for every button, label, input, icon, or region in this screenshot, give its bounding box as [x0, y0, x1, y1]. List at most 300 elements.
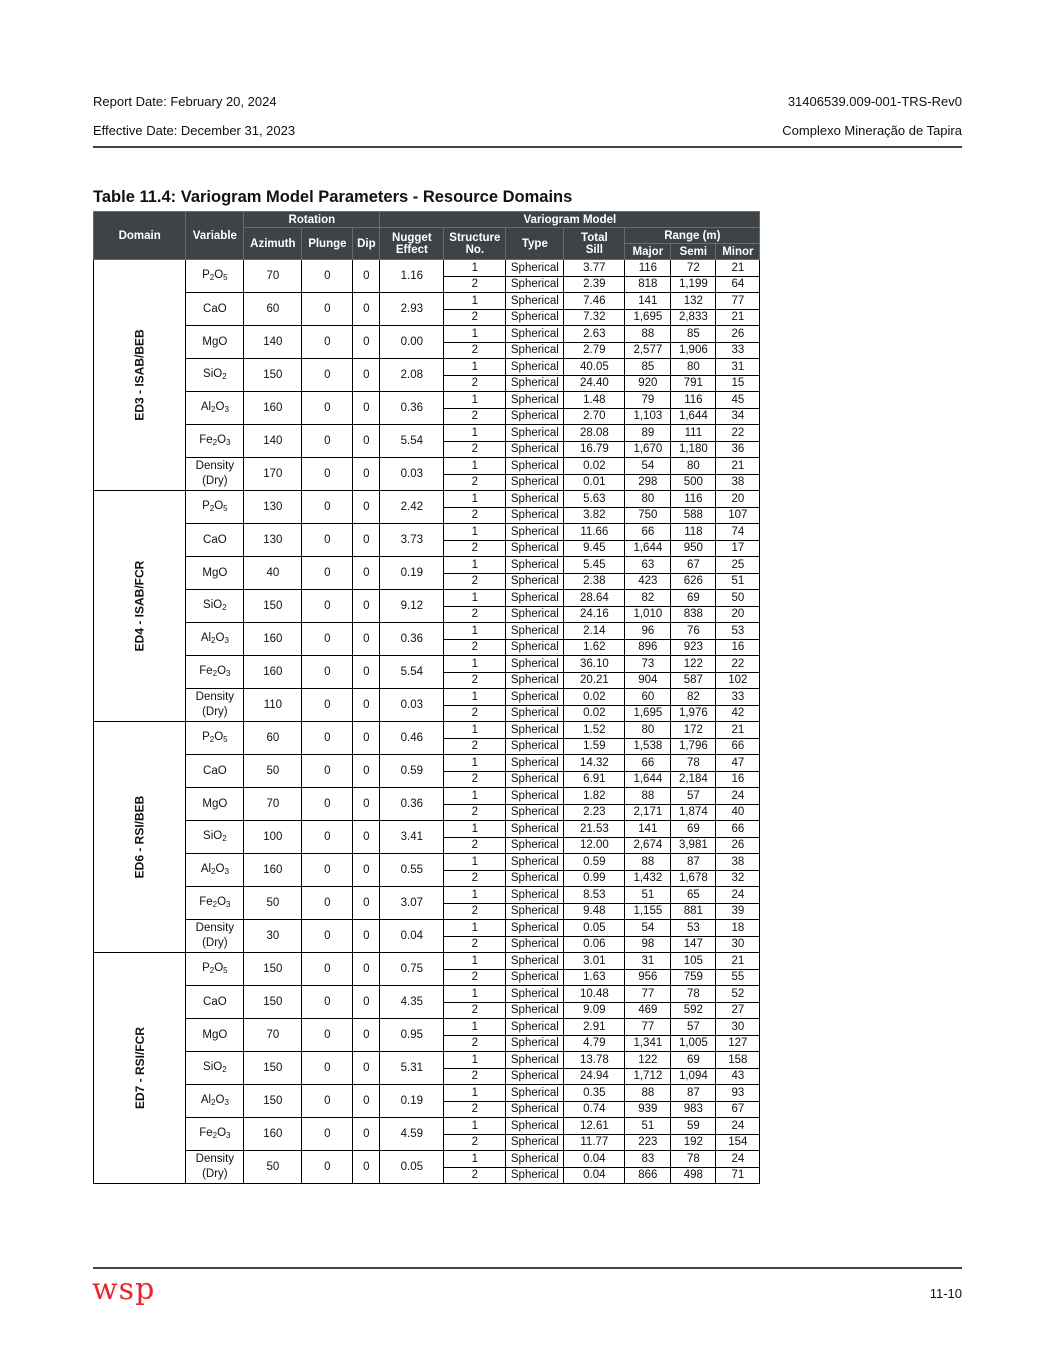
sill-cell: 6.91: [564, 771, 625, 788]
structure-cell: 2: [444, 375, 506, 392]
project-name: Complexo Mineração de Tapira: [782, 123, 962, 138]
major-cell: 116: [625, 260, 671, 277]
type-cell: Spherical: [506, 375, 564, 392]
sill-cell: 1.62: [564, 639, 625, 656]
type-cell: Spherical: [506, 408, 564, 425]
col-semi: Semi: [671, 244, 716, 260]
azimuth-cell: 150: [244, 986, 302, 1019]
nugget-cell: 4.35: [380, 986, 444, 1019]
azimuth-cell: 30: [244, 920, 302, 953]
nugget-cell: 1.16: [380, 260, 444, 293]
sill-cell: 2.91: [564, 1019, 625, 1036]
azimuth-cell: 50: [244, 1151, 302, 1184]
semi-cell: 950: [671, 540, 716, 557]
type-cell: Spherical: [506, 606, 564, 623]
structure-cell: 2: [444, 573, 506, 590]
nugget-cell: 3.07: [380, 887, 444, 920]
minor-cell: 20: [716, 491, 760, 508]
dip-cell: 0: [353, 920, 380, 953]
major-cell: 54: [625, 920, 671, 937]
structure-cell: 1: [444, 986, 506, 1003]
variable-line: (Dry): [202, 475, 228, 487]
sill-cell: 1.48: [564, 392, 625, 409]
table-row: [94, 557, 760, 574]
variable-text: O: [215, 400, 225, 413]
group-range: Range (m): [625, 228, 760, 244]
nugget-cell: 4.59: [380, 1118, 444, 1151]
major-cell: 54: [625, 458, 671, 475]
major-cell: 79: [625, 392, 671, 409]
sill-cell: 8.53: [564, 887, 625, 904]
table-row: [94, 392, 760, 409]
table-row: [94, 491, 760, 508]
header-divider: [93, 146, 962, 148]
type-cell: Spherical: [506, 392, 564, 409]
dip-cell: 0: [353, 1019, 380, 1052]
structure-cell: 1: [444, 788, 506, 805]
dip-cell: 0: [353, 623, 380, 656]
minor-cell: 33: [716, 689, 760, 706]
variable-text: O: [217, 664, 227, 677]
minor-cell: 45: [716, 392, 760, 409]
variable-subscript: 2: [211, 866, 216, 876]
variable-subscript: 2: [212, 437, 218, 447]
variable-cell: [186, 788, 244, 821]
variable-cell: [186, 656, 244, 689]
variable-subscript: 2: [211, 404, 216, 414]
minor-cell: 42: [716, 705, 760, 722]
minor-cell: 33: [716, 342, 760, 359]
variable-subscript: 2: [209, 272, 215, 282]
plunge-cell: 0: [302, 1118, 353, 1151]
semi-cell: 78: [671, 1151, 716, 1168]
plunge-cell: 0: [302, 425, 353, 458]
structure-cell: 2: [444, 276, 506, 293]
sill-cell: 0.02: [564, 458, 625, 475]
col-azimuth: Azimuth: [244, 228, 302, 260]
major-cell: 1,341: [625, 1035, 671, 1052]
type-cell: Spherical: [506, 936, 564, 953]
nugget-cell: 0.36: [380, 392, 444, 425]
type-cell: Spherical: [506, 969, 564, 986]
nugget-cell: 3.73: [380, 524, 444, 557]
azimuth-cell: 50: [244, 887, 302, 920]
semi-cell: 592: [671, 1002, 716, 1019]
plunge-cell: 0: [302, 821, 353, 854]
semi-cell: 838: [671, 606, 716, 623]
minor-cell: 50: [716, 590, 760, 607]
structure-cell: 1: [444, 722, 506, 739]
minor-cell: 39: [716, 903, 760, 920]
structure-cell: 1: [444, 689, 506, 706]
structure-cell: 1: [444, 557, 506, 574]
sill-cell: 16.79: [564, 441, 625, 458]
variable-text: CaO: [203, 996, 227, 1008]
table-row: [94, 986, 760, 1003]
semi-cell: 923: [671, 639, 716, 656]
table-body: [94, 260, 760, 1184]
variable-cell: [186, 491, 244, 524]
col-type: Type: [506, 228, 564, 260]
variable-text: SiO: [203, 367, 223, 380]
table-row: [94, 755, 760, 772]
variable-line: Density: [195, 1152, 235, 1165]
variable-line: (Dry): [202, 937, 228, 949]
dip-cell: 0: [353, 425, 380, 458]
plunge-cell: 0: [302, 887, 353, 920]
variable-text: O: [215, 862, 225, 875]
table-row: [94, 359, 760, 376]
type-cell: Spherical: [506, 1151, 564, 1168]
nugget-cell: 2.93: [380, 293, 444, 326]
major-cell: 1,644: [625, 771, 671, 788]
variable-text: Fe: [199, 1126, 213, 1139]
minor-cell: 43: [716, 1068, 760, 1085]
azimuth-cell: 70: [244, 260, 302, 293]
sill-cell: 0.06: [564, 936, 625, 953]
variable-text: P: [202, 961, 210, 974]
sill-cell: 3.82: [564, 507, 625, 524]
structure-cell: 2: [444, 771, 506, 788]
azimuth-cell: 70: [244, 1019, 302, 1052]
sill-cell: 0.59: [564, 854, 625, 871]
type-cell: Spherical: [506, 507, 564, 524]
major-cell: 51: [625, 887, 671, 904]
semi-cell: 2,833: [671, 309, 716, 326]
type-cell: Spherical: [506, 458, 564, 475]
variable-subscript: 3: [226, 668, 231, 678]
table-row: [94, 590, 760, 607]
variable-text: Fe: [199, 433, 213, 446]
semi-cell: 122: [671, 656, 716, 673]
azimuth-cell: 160: [244, 392, 302, 425]
minor-cell: 36: [716, 441, 760, 458]
sill-cell: 0.01: [564, 474, 625, 491]
variable-subscript: 2: [212, 668, 218, 678]
dip-cell: 0: [353, 689, 380, 722]
semi-cell: 65: [671, 887, 716, 904]
sill-cell: 5.45: [564, 557, 625, 574]
variable-subscript: 2: [222, 371, 227, 381]
major-cell: 1,432: [625, 870, 671, 887]
variable-subscript: 3: [226, 437, 231, 447]
footer-divider: [93, 1267, 962, 1269]
table-row: [94, 1019, 760, 1036]
report-date: Report Date: February 20, 2024: [93, 94, 277, 109]
major-cell: 223: [625, 1134, 671, 1151]
structure-cell: 1: [444, 590, 506, 607]
plunge-cell: 0: [302, 689, 353, 722]
major-cell: 85: [625, 359, 671, 376]
plunge-cell: 0: [302, 359, 353, 392]
sill-cell: 3.01: [564, 953, 625, 970]
type-cell: Spherical: [506, 623, 564, 640]
structure-cell: 2: [444, 969, 506, 986]
minor-cell: 24: [716, 887, 760, 904]
semi-cell: 80: [671, 359, 716, 376]
major-cell: 89: [625, 425, 671, 442]
variable-text: Al: [200, 400, 212, 413]
sill-cell: 1.52: [564, 722, 625, 739]
col-structure: Structure No.: [444, 228, 506, 260]
variable-text: P: [202, 268, 210, 281]
semi-cell: 1,906: [671, 342, 716, 359]
sill-cell: 2.79: [564, 342, 625, 359]
minor-cell: 38: [716, 474, 760, 491]
sill-cell: 10.48: [564, 986, 625, 1003]
variable-subscript: 5: [223, 503, 228, 513]
variable-subscript: 3: [226, 1130, 231, 1140]
dip-cell: 0: [353, 722, 380, 755]
major-cell: 73: [625, 656, 671, 673]
nugget-cell: 0.19: [380, 557, 444, 590]
minor-cell: 24: [716, 1118, 760, 1135]
plunge-cell: 0: [302, 722, 353, 755]
structure-cell: 1: [444, 953, 506, 970]
variable-text: SiO: [203, 598, 223, 611]
type-cell: Spherical: [506, 771, 564, 788]
minor-cell: 24: [716, 788, 760, 805]
structure-cell: 2: [444, 1134, 506, 1151]
structure-cell: 1: [444, 821, 506, 838]
table-row: [94, 689, 760, 706]
variable-text: O: [217, 1126, 227, 1139]
minor-cell: 93: [716, 1085, 760, 1102]
variable-subscript: 2: [211, 1097, 216, 1107]
semi-cell: 881: [671, 903, 716, 920]
plunge-cell: 0: [302, 524, 353, 557]
variable-subscript: 2: [222, 833, 227, 843]
azimuth-cell: 160: [244, 1118, 302, 1151]
semi-cell: 1,199: [671, 276, 716, 293]
minor-cell: 71: [716, 1167, 760, 1184]
structure-cell: 1: [444, 920, 506, 937]
structure-cell: 1: [444, 293, 506, 310]
structure-cell: 2: [444, 936, 506, 953]
minor-cell: 21: [716, 953, 760, 970]
major-cell: 98: [625, 936, 671, 953]
minor-cell: 21: [716, 722, 760, 739]
semi-cell: 147: [671, 936, 716, 953]
variable-cell: [186, 1085, 244, 1118]
major-cell: 818: [625, 276, 671, 293]
col-minor: Minor: [716, 244, 760, 260]
type-cell: Spherical: [506, 804, 564, 821]
minor-cell: 22: [716, 656, 760, 673]
type-cell: Spherical: [506, 540, 564, 557]
structure-cell: 2: [444, 474, 506, 491]
structure-cell: 1: [444, 656, 506, 673]
semi-cell: 72: [671, 260, 716, 277]
nugget-cell: 0.75: [380, 953, 444, 986]
azimuth-cell: 160: [244, 623, 302, 656]
major-cell: 956: [625, 969, 671, 986]
table-row: [94, 425, 760, 442]
azimuth-cell: 150: [244, 953, 302, 986]
type-cell: Spherical: [506, 656, 564, 673]
structure-cell: 2: [444, 441, 506, 458]
azimuth-cell: 150: [244, 359, 302, 392]
semi-cell: 626: [671, 573, 716, 590]
sill-cell: 0.74: [564, 1101, 625, 1118]
semi-cell: 1,678: [671, 870, 716, 887]
variable-cell: [186, 689, 244, 722]
major-cell: 1,538: [625, 738, 671, 755]
nugget-cell: 0.46: [380, 722, 444, 755]
minor-cell: 17: [716, 540, 760, 557]
sill-cell: 0.99: [564, 870, 625, 887]
sill-cell: 11.66: [564, 524, 625, 541]
variable-subscript: 3: [224, 866, 229, 876]
major-cell: 2,674: [625, 837, 671, 854]
variable-line: (Dry): [202, 706, 228, 718]
major-cell: 1,712: [625, 1068, 671, 1085]
minor-cell: 52: [716, 986, 760, 1003]
nugget-cell: 0.05: [380, 1151, 444, 1184]
structure-cell: 2: [444, 738, 506, 755]
plunge-cell: 0: [302, 755, 353, 788]
minor-cell: 30: [716, 1019, 760, 1036]
type-cell: Spherical: [506, 722, 564, 739]
table-row: [94, 821, 760, 838]
type-cell: Spherical: [506, 788, 564, 805]
semi-cell: 57: [671, 1019, 716, 1036]
major-cell: 88: [625, 326, 671, 343]
variable-subscript: 2: [212, 1130, 218, 1140]
sill-cell: 1.82: [564, 788, 625, 805]
plunge-cell: 0: [302, 920, 353, 953]
type-cell: Spherical: [506, 689, 564, 706]
type-cell: Spherical: [506, 309, 564, 326]
dip-cell: 0: [353, 260, 380, 293]
domain-cell: [94, 722, 186, 953]
sill-cell: 0.05: [564, 920, 625, 937]
structure-cell: 1: [444, 623, 506, 640]
azimuth-cell: 60: [244, 293, 302, 326]
plunge-cell: 0: [302, 623, 353, 656]
structure-cell: 2: [444, 672, 506, 689]
col-plunge: Plunge: [302, 228, 353, 260]
table-header: [94, 212, 760, 260]
major-cell: 298: [625, 474, 671, 491]
major-cell: 77: [625, 1019, 671, 1036]
structure-cell: 2: [444, 507, 506, 524]
variable-cell: [186, 524, 244, 557]
dip-cell: 0: [353, 590, 380, 623]
variable-cell: [186, 1118, 244, 1151]
structure-cell: 2: [444, 1002, 506, 1019]
structure-cell: 2: [444, 1167, 506, 1184]
nugget-cell: 5.54: [380, 656, 444, 689]
table-row: [94, 623, 760, 640]
plunge-cell: 0: [302, 854, 353, 887]
type-cell: Spherical: [506, 986, 564, 1003]
variable-text: O: [215, 1093, 225, 1106]
type-cell: Spherical: [506, 1035, 564, 1052]
semi-cell: 1,180: [671, 441, 716, 458]
type-cell: Spherical: [506, 920, 564, 937]
table-row: [94, 920, 760, 937]
plunge-cell: 0: [302, 326, 353, 359]
variable-cell: [186, 722, 244, 755]
major-cell: 77: [625, 986, 671, 1003]
major-cell: 122: [625, 1052, 671, 1069]
variable-cell: [186, 359, 244, 392]
semi-cell: 587: [671, 672, 716, 689]
major-cell: 96: [625, 623, 671, 640]
minor-cell: 77: [716, 293, 760, 310]
dip-cell: 0: [353, 656, 380, 689]
type-cell: Spherical: [506, 1052, 564, 1069]
minor-cell: 55: [716, 969, 760, 986]
azimuth-cell: 160: [244, 656, 302, 689]
azimuth-cell: 150: [244, 1052, 302, 1085]
sill-cell: 36.10: [564, 656, 625, 673]
nugget-cell: 9.12: [380, 590, 444, 623]
variable-subscript: 5: [223, 965, 228, 975]
plunge-cell: 0: [302, 590, 353, 623]
semi-cell: 3,981: [671, 837, 716, 854]
type-cell: Spherical: [506, 590, 564, 607]
variable-text: O: [214, 730, 224, 743]
nugget-cell: 0.03: [380, 458, 444, 491]
sill-cell: 2.23: [564, 804, 625, 821]
variable-line: Density: [195, 690, 235, 703]
sill-cell: 0.04: [564, 1151, 625, 1168]
dip-cell: 0: [353, 821, 380, 854]
structure-cell: 2: [444, 804, 506, 821]
type-cell: Spherical: [506, 953, 564, 970]
type-cell: Spherical: [506, 1134, 564, 1151]
nugget-cell: 0.03: [380, 689, 444, 722]
variable-text: CaO: [203, 303, 227, 315]
semi-cell: 69: [671, 590, 716, 607]
variable-cell: [186, 293, 244, 326]
sill-cell: 13.78: [564, 1052, 625, 1069]
sill-cell: 1.63: [564, 969, 625, 986]
structure-cell: 2: [444, 903, 506, 920]
variable-text: P: [202, 730, 210, 743]
structure-cell: 1: [444, 524, 506, 541]
variable-text: CaO: [203, 534, 227, 546]
variable-line: Density: [195, 459, 235, 472]
group-variogram-model: Variogram Model: [380, 212, 760, 228]
type-cell: Spherical: [506, 474, 564, 491]
structure-cell: 1: [444, 392, 506, 409]
sill-cell: 0.02: [564, 689, 625, 706]
structure-cell: 1: [444, 854, 506, 871]
plunge-cell: 0: [302, 986, 353, 1019]
minor-cell: 154: [716, 1134, 760, 1151]
sill-cell: 21.53: [564, 821, 625, 838]
azimuth-cell: 100: [244, 821, 302, 854]
variable-text: Fe: [199, 895, 213, 908]
type-cell: Spherical: [506, 441, 564, 458]
semi-cell: 82: [671, 689, 716, 706]
variable-cell: [186, 953, 244, 986]
sill-cell: 7.32: [564, 309, 625, 326]
variable-subscript: 2: [209, 965, 215, 975]
table-row: [94, 293, 760, 310]
type-cell: Spherical: [506, 524, 564, 541]
table-row: [94, 887, 760, 904]
wsp-logo: wsp: [92, 1272, 156, 1307]
plunge-cell: 0: [302, 1151, 353, 1184]
plunge-cell: 0: [302, 953, 353, 986]
semi-cell: 59: [671, 1118, 716, 1135]
type-cell: Spherical: [506, 1167, 564, 1184]
dip-cell: 0: [353, 755, 380, 788]
